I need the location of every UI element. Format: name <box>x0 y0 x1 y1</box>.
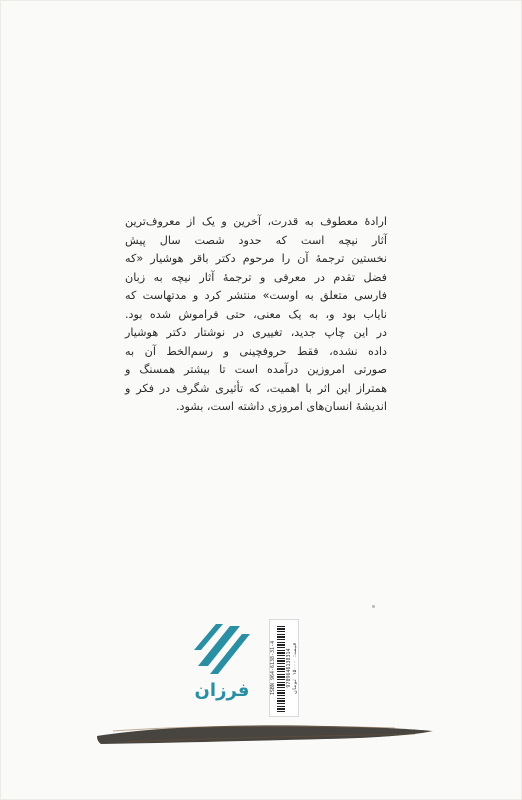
blurb-line: داده نشده، فقط حروفچینی و رسم‌الخط آن به <box>125 344 387 358</box>
brush-stroke-decoration <box>95 718 435 748</box>
blurb-line: اندیشهٔ انسان‌های امروزی داشته است، بشود. <box>175 400 387 413</box>
barcode-digits: 9789646138314 <box>286 648 292 688</box>
blurb-line: در این چاپ جدید، تغییری در نوشتار دکتر هوشیار <box>125 326 387 339</box>
blurb-line: ارادهٔ معطوف به قدرت، آخرین و یک از معروف‌ترین <box>125 215 387 228</box>
barcode-label <box>269 619 299 717</box>
publisher-logo-icon <box>190 620 254 678</box>
price-text: قیمت: ۱۵۰۰۰ تومان <box>292 642 298 694</box>
blurb-line: نخستین ترجمهٔ آن را مرحوم دکتر باقر هوشیار «که <box>125 252 387 265</box>
blurb-text <box>125 213 387 417</box>
blurb-line: آثار نیچه است که حدود شصت سال پیش <box>125 233 387 247</box>
publisher-name: فرزان <box>194 680 250 701</box>
blurb-line: صورتی امروزین درآمده است تا بیشتر همسنگ و <box>125 363 387 376</box>
blurb-line: نایاب بود و، به یک معنی، حتی فراموش شده بود. <box>125 307 387 321</box>
blurb-line: همتراز این اثر با اهمیت، که تأثیری شگرف در فکر و <box>125 381 387 395</box>
blurb-line: فضل تقدم در معرفی و ترجمهٔ آثار نیچه به زبان <box>125 270 387 284</box>
speck-mark <box>372 605 375 608</box>
barcode-bars <box>277 624 285 712</box>
isbn-text: ISBN 964-6138-31-4 <box>270 640 276 696</box>
blurb-line: فارسی متعلق به اوست» منتشر کرد و مدتهاست که <box>125 289 387 302</box>
